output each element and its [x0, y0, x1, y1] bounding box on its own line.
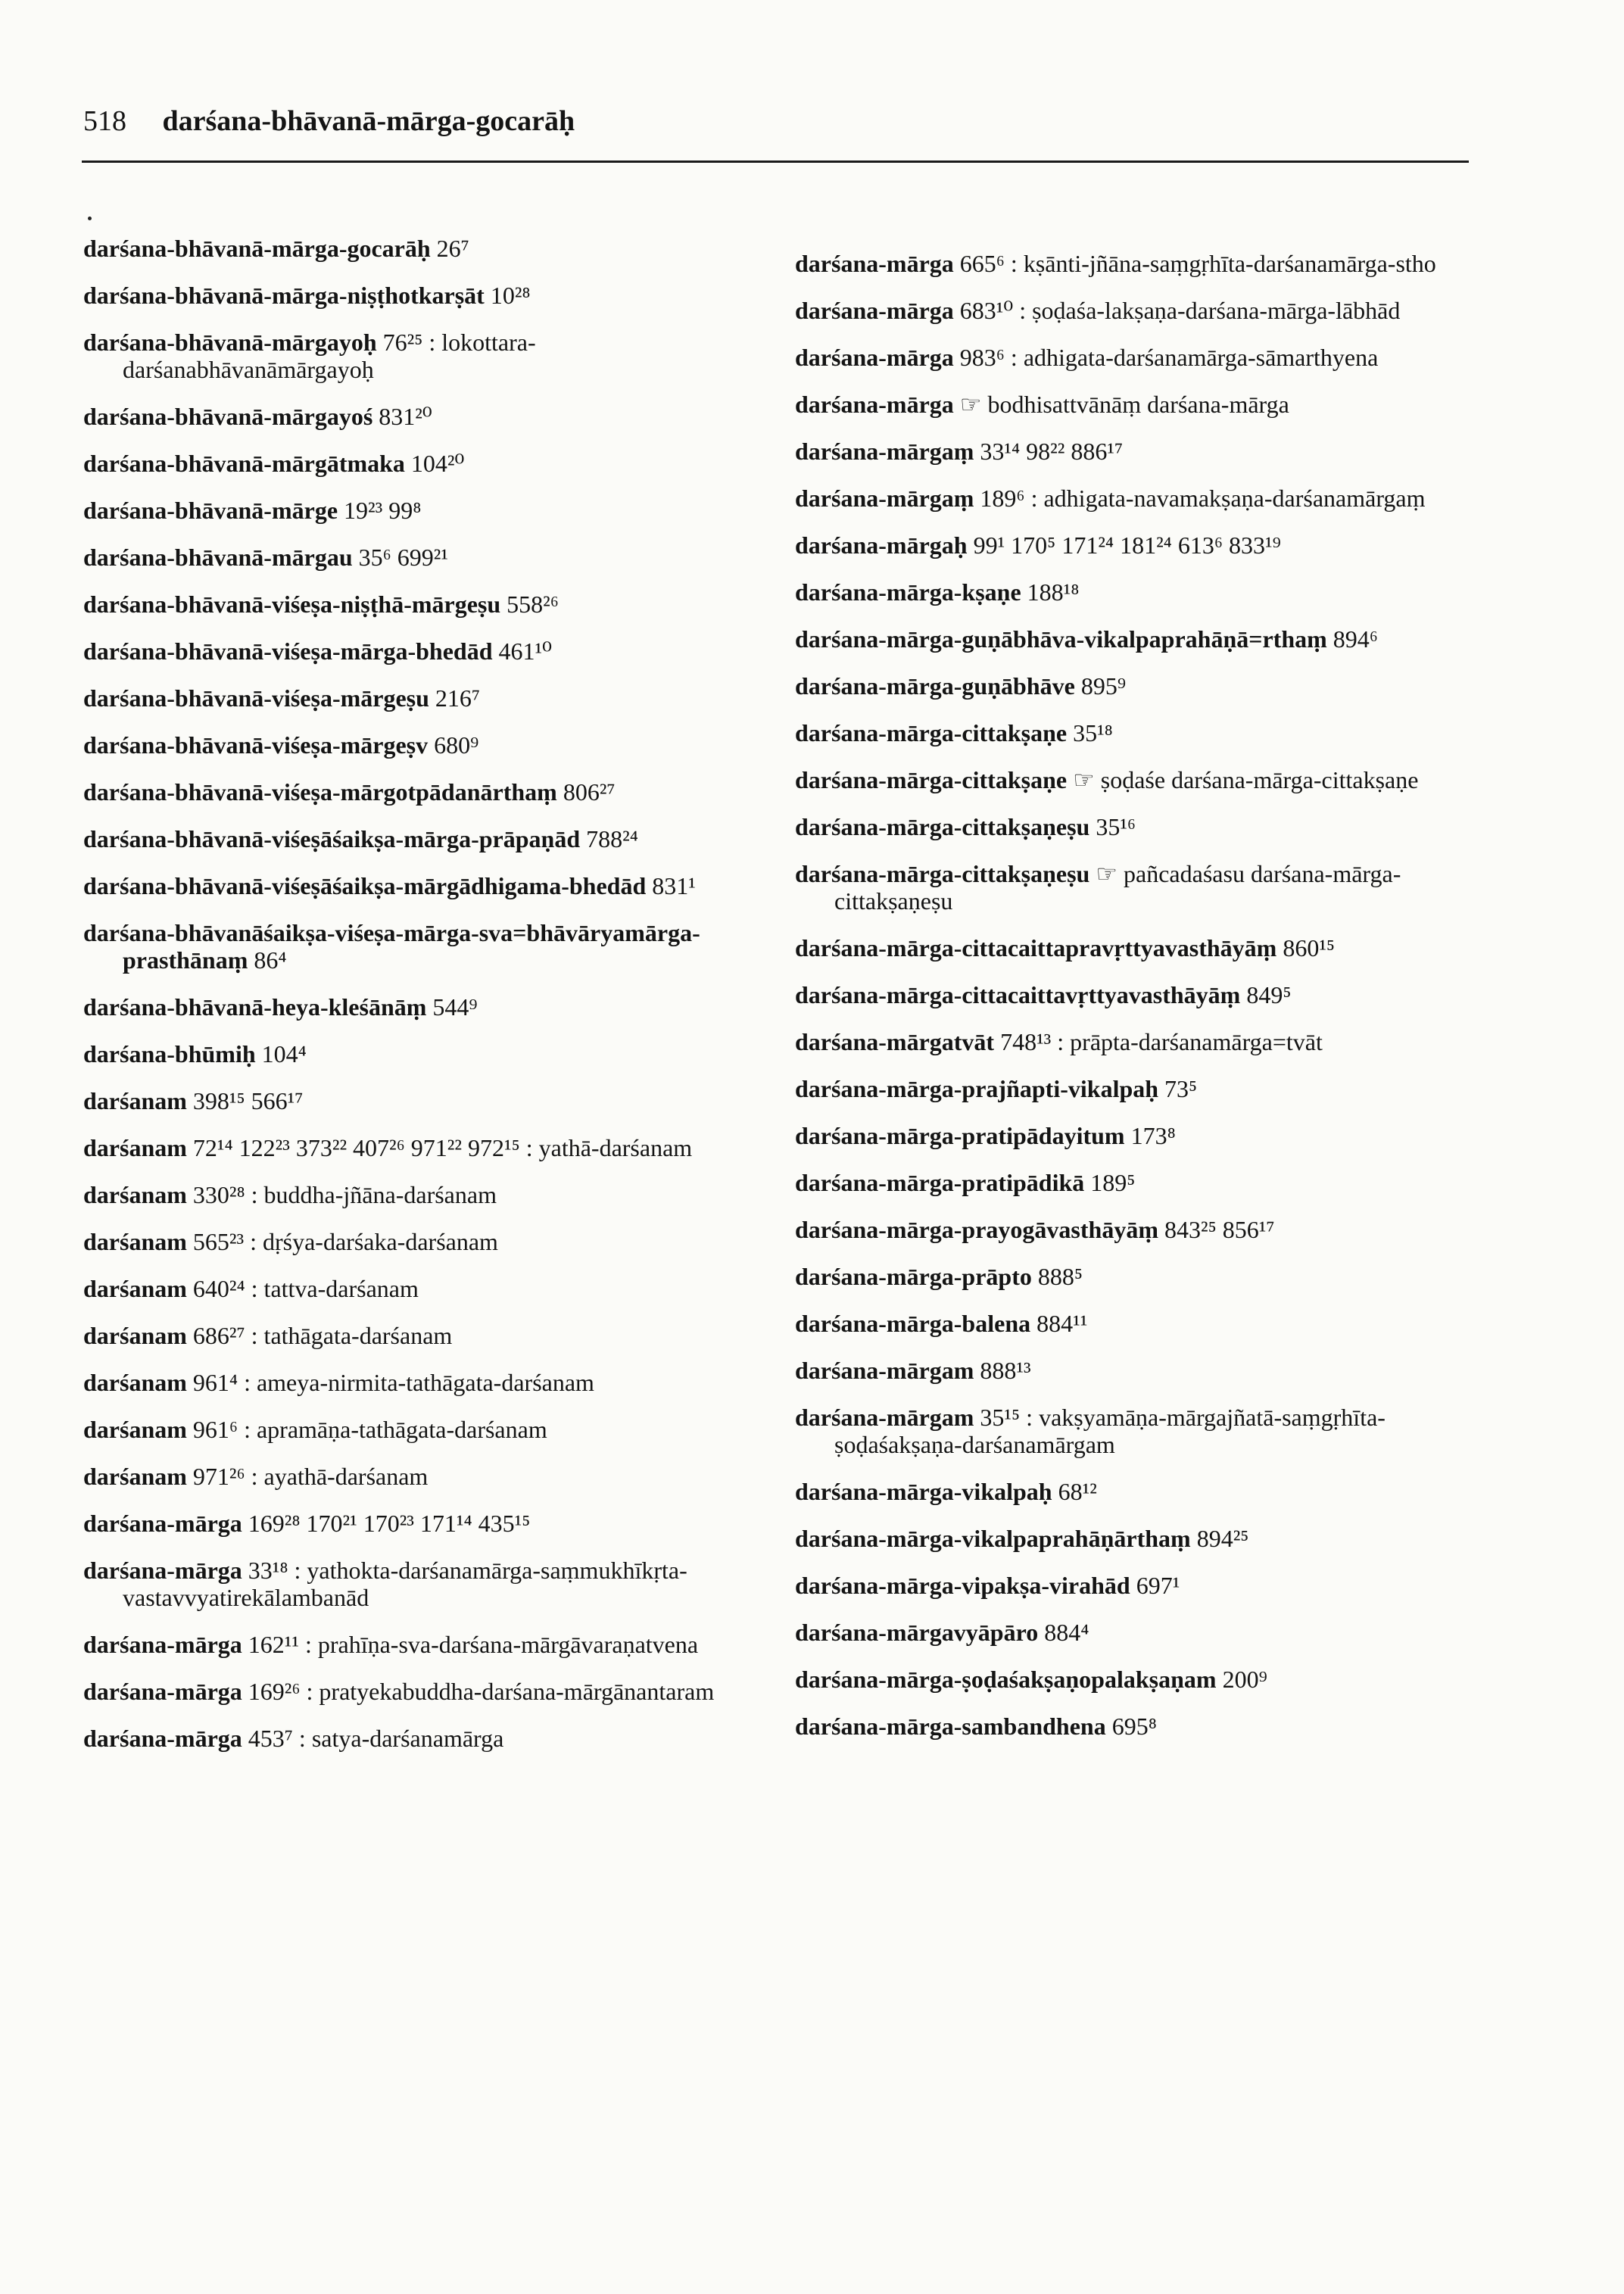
entry-headword: darśana-bhāvanā-heya-kleśānāṃ: [83, 993, 427, 1021]
index-entry: [83, 403, 765, 430]
entry-headword: darśana-mārga-guṇābhāva-vikalpaprahāṇā=rthaṃ: [795, 625, 1327, 653]
entry-gloss: : ayathā-darśanam: [251, 1463, 429, 1490]
entry-gloss: : satya-darśanamārga: [298, 1725, 504, 1752]
entry-references: 86⁴: [254, 946, 287, 974]
entry-references: 461¹⁰: [498, 637, 552, 665]
entry-references: 686²⁷: [192, 1322, 245, 1349]
entry-headword: darśana-mārgaṃ: [795, 438, 974, 465]
entry-headword: darśana-mārga: [83, 1631, 242, 1658]
entry-headword: darśana-bhāvanā-mārgayoḥ: [83, 329, 377, 356]
entry-references: 558²⁶: [507, 591, 559, 618]
index-entry: [83, 1181, 765, 1208]
index-entry: [83, 637, 765, 665]
entry-references: 188¹⁸: [1027, 578, 1080, 606]
index-entry: [83, 1322, 765, 1349]
entry-headword: darśana-mārga-balena: [795, 1310, 1031, 1337]
entry-references: 888⁵: [1037, 1263, 1083, 1290]
entry-references: 33¹⁴ 98²² 886¹⁷: [980, 438, 1124, 465]
entry-headword: darśana-mārga-vikalpaprahāṇārthaṃ: [795, 1525, 1191, 1552]
entry-references: 330²⁸: [192, 1181, 245, 1208]
index-entry: [83, 1087, 765, 1114]
index-entry: [795, 1619, 1476, 1646]
entry-headword: darśanam: [83, 1181, 187, 1208]
index-entry: [795, 1404, 1476, 1458]
entry-references: 216⁷: [435, 684, 481, 712]
entry-headword: darśana-mārga: [795, 344, 954, 371]
entry-gloss: : ṣoḍaśa-lakṣaṇa-darśana-mārga-lābhād: [1019, 297, 1401, 324]
entry-references: 73⁵: [1164, 1075, 1198, 1102]
running-header: [83, 104, 1476, 138]
entry-gloss: ☞ ṣoḍaśe darśana-mārga-cittakṣaṇe: [1073, 766, 1419, 793]
entry-gloss: : tathāgata-darśanam: [251, 1322, 453, 1349]
index-entry: [83, 872, 765, 899]
index-entry: [83, 993, 765, 1021]
entry-headword: darśana-mārga-pratipādikā: [795, 1169, 1085, 1196]
entry-references: 35¹⁸: [1073, 719, 1113, 746]
stray-mark: [88, 217, 92, 220]
index-entry: [83, 1631, 765, 1658]
index-entry: [795, 1263, 1476, 1290]
entry-gloss: ☞ pañcadaśasu darśana-mārga-cittakṣaṇeṣu: [834, 860, 1401, 915]
index-entry: [795, 1713, 1476, 1740]
entry-headword: darśanam: [83, 1322, 187, 1349]
entry-gloss: : prāpta-darśanamārga=tvāt: [1057, 1028, 1323, 1055]
entry-references: 565²³: [192, 1228, 245, 1255]
entry-gloss: : vakṣyamāṇa-mārgajñatā-saṃgṛhīta-ṣoḍaśakṣaṇa-darśanamārgam: [834, 1404, 1386, 1458]
entry-references: 680⁹: [434, 731, 479, 759]
index-entry: [83, 497, 765, 524]
entry-references: 544⁹: [432, 993, 478, 1021]
index-entry: [83, 544, 765, 571]
index-entry: [83, 1463, 765, 1490]
entry-references: 76²⁵: [382, 329, 423, 356]
index-entry: [795, 1122, 1476, 1149]
index-entry: [795, 297, 1476, 324]
entry-gloss: : apramāṇa-tathāgata-darśanam: [244, 1416, 547, 1443]
entry-headword: darśana-mārga: [83, 1725, 242, 1752]
entry-headword: darśana-bhāvanā-mārgayoś: [83, 403, 373, 430]
entry-references: 831²⁰: [379, 403, 432, 430]
entry-references: 35¹⁶: [1096, 813, 1136, 840]
index-entry: [795, 1478, 1476, 1505]
index-entry: [795, 625, 1476, 653]
entry-references: 19²³ 99⁸: [344, 497, 422, 524]
entry-headword: darśana-mārga-cittakṣaṇeṣu: [795, 860, 1090, 887]
entry-references: 169²⁸ 170²¹ 170²³ 171¹⁴ 435¹⁵: [248, 1510, 531, 1537]
index-entry: [83, 1678, 765, 1705]
entry-references: 173⁸: [1130, 1122, 1176, 1149]
entry-gloss: : ameya-nirmita-tathāgata-darśanam: [244, 1369, 594, 1396]
entry-references: 189⁵: [1090, 1169, 1136, 1196]
entry-headword: darśanam: [83, 1416, 187, 1443]
entry-references: 888¹³: [980, 1357, 1031, 1384]
index-entry: [795, 578, 1476, 606]
entry-gloss: : prahīṇa-sva-darśana-mārgāvaraṇatvena: [304, 1631, 699, 1658]
entry-gloss: : kṣānti-jñāna-saṃgṛhīta-darśanamārga-stho: [1010, 250, 1436, 277]
index-entry: [795, 1525, 1476, 1552]
page-number: 518: [83, 105, 126, 137]
index-entry: [83, 1228, 765, 1255]
entry-references: 169²⁶: [248, 1678, 301, 1705]
entry-references: 831¹: [652, 872, 696, 899]
index-entry: [795, 766, 1476, 793]
entry-references: 35¹⁵: [980, 1404, 1021, 1431]
entry-headword: darśana-bhāvanā-mārga-niṣṭhotkarṣāt: [83, 282, 485, 309]
entry-headword: darśana-mārga-cittakṣaṇe: [795, 719, 1068, 746]
index-entry: [795, 485, 1476, 512]
index-entry: [83, 1557, 765, 1611]
index-entry: [83, 1040, 765, 1068]
index-entry: [795, 438, 1476, 465]
index-column-left: [83, 235, 765, 1772]
entry-headword: darśana-bhāvanā-viśeṣāśaikṣa-mārgādhigama-bhedād: [83, 872, 647, 899]
entry-references: 961⁶: [192, 1416, 238, 1443]
entry-references: 68¹²: [1058, 1478, 1097, 1505]
entry-headword: darśanam: [83, 1275, 187, 1302]
entry-references: 200⁹: [1222, 1666, 1267, 1693]
entry-headword: darśana-mārgam: [795, 1357, 974, 1384]
index-entry: [83, 450, 765, 477]
entry-references: 10²⁸: [490, 282, 531, 309]
entry-headword: darśana-mārga-sambandhena: [795, 1713, 1106, 1740]
index-entry: [83, 825, 765, 852]
entry-references: 26⁷: [436, 235, 469, 262]
entry-headword: darśana-bhūmiḥ: [83, 1040, 256, 1068]
entry-references: 961⁴: [192, 1369, 238, 1396]
entry-references: 695⁸: [1111, 1713, 1157, 1740]
entry-references: 104⁴: [261, 1040, 307, 1068]
entry-headword: darśana-bhāvanā-mārga-gocarāḥ: [83, 235, 431, 262]
index-entry: [83, 282, 765, 309]
entry-headword: darśana-bhāvanā-mārgātmaka: [83, 450, 405, 477]
entry-headword: darśana-bhāvanā-viśeṣa-niṣṭhā-mārgeṣu: [83, 591, 501, 618]
entry-references: 971²⁶: [192, 1463, 245, 1490]
entry-headword: darśanam: [83, 1087, 187, 1114]
entry-headword: darśana-mārgatvāt: [795, 1028, 995, 1055]
entry-references: 748¹³: [1000, 1028, 1052, 1055]
entry-headword: darśana-mārga-ṣoḍaśakṣaṇopalakṣaṇam: [795, 1666, 1217, 1693]
index-entry: [795, 531, 1476, 559]
entry-headword: darśana-mārga-kṣaṇe: [795, 578, 1021, 606]
entry-gloss: ☞ bodhisattvānāṃ darśana-mārga: [959, 391, 1289, 418]
index-entry: [795, 1216, 1476, 1243]
entry-gloss: : pratyekabuddha-darśana-mārgānantaram: [306, 1678, 715, 1705]
entry-references: 884⁴: [1044, 1619, 1089, 1646]
entry-gloss: : yathā-darśanam: [525, 1134, 693, 1161]
entry-headword: darśana-mārga-cittakṣaṇeṣu: [795, 813, 1090, 840]
entry-headword: darśanam: [83, 1228, 187, 1255]
entry-headword: darśana-mārga-pratipādayitum: [795, 1122, 1125, 1149]
entry-references: 35⁶ 699²¹: [358, 544, 448, 571]
entry-headword: darśana-bhāvanā-mārge: [83, 497, 338, 524]
entry-headword: darśana-mārgam: [795, 1404, 974, 1431]
index-entry: [795, 813, 1476, 840]
index-entry: [83, 591, 765, 618]
entry-headword: darśana-bhāvanā-viśeṣa-mārga-bhedād: [83, 637, 493, 665]
entry-references: 806²⁷: [563, 778, 616, 806]
index-entry: [83, 1510, 765, 1537]
entry-headword: darśana-mārga-cittakṣaṇe: [795, 766, 1068, 793]
index-entry: [795, 1028, 1476, 1055]
index-entry: [83, 1134, 765, 1161]
index-entry: [795, 1075, 1476, 1102]
entry-gloss: : lokottara-darśanabhāvanāmārgayoḥ: [123, 329, 536, 383]
entry-headword: darśana-mārgavyāpāro: [795, 1619, 1039, 1646]
entry-references: 398¹⁵ 566¹⁷: [192, 1087, 304, 1114]
entry-headword: darśana-bhāvanāśaikṣa-viśeṣa-mārga-sva=bhāvāryamārga-prasthānaṃ: [83, 919, 700, 974]
entry-headword: darśana-bhāvanā-viśeṣa-mārgotpādanārthaṃ: [83, 778, 557, 806]
entry-references: 983⁶: [959, 344, 1005, 371]
entry-headword: darśana-mārga: [795, 250, 954, 277]
entry-gloss: : tattva-darśanam: [251, 1275, 419, 1302]
entry-headword: darśana-mārga: [795, 297, 954, 324]
entry-headword: darśana-mārga-prajñapti-vikalpaḥ: [795, 1075, 1159, 1102]
entry-headword: darśana-mārga-guṇābhāve: [795, 672, 1075, 700]
index-entry: [795, 250, 1476, 277]
index-entry: [83, 235, 765, 262]
entry-headword: darśana-bhāvanā-mārgau: [83, 544, 353, 571]
index-entry: [83, 1275, 765, 1302]
entry-references: 162¹¹: [248, 1631, 299, 1658]
entry-references: 640²⁴: [192, 1275, 245, 1302]
index-entry: [83, 329, 765, 383]
entry-references: 683¹⁰: [959, 297, 1014, 324]
entry-references: 843²⁵ 856¹⁷: [1164, 1216, 1275, 1243]
entry-references: 453⁷: [248, 1725, 293, 1752]
index-entry: [83, 1369, 765, 1396]
entry-references: 788²⁴: [586, 825, 638, 852]
index-entry: [795, 981, 1476, 1008]
index-entry: [795, 934, 1476, 962]
entry-headword: darśana-bhāvanā-viśeṣa-mārgeṣu: [83, 684, 429, 712]
entry-references: 665⁶: [959, 250, 1005, 277]
index-entry: [83, 778, 765, 806]
entry-headword: darśana-mārga: [83, 1678, 242, 1705]
entry-headword: darśanam: [83, 1369, 187, 1396]
entry-references: 895⁹: [1080, 672, 1126, 700]
index-entry: [83, 1725, 765, 1752]
entry-references: 189⁶: [980, 485, 1025, 512]
entry-references: 104²⁰: [410, 450, 465, 477]
entry-headword: darśana-mārga: [83, 1557, 242, 1584]
index-entry: [795, 344, 1476, 371]
index-entry: [83, 919, 765, 974]
entry-headword: darśana-mārgaḥ: [795, 531, 968, 559]
index-entry: [795, 391, 1476, 418]
index-entry: [795, 1310, 1476, 1337]
entry-gloss: : adhigata-navamakṣaṇa-darśanamārgaṃ: [1030, 485, 1426, 512]
entry-headword: darśanam: [83, 1134, 187, 1161]
entry-references: 860¹⁵: [1283, 934, 1336, 962]
entry-headword: darśana-mārga-vikalpaḥ: [795, 1478, 1052, 1505]
entry-headword: darśana-mārga: [795, 391, 954, 418]
index-entry: [795, 672, 1476, 700]
entry-headword: darśana-mārga: [83, 1510, 242, 1537]
index-entry: [795, 1357, 1476, 1384]
index-column-right: [795, 250, 1476, 1759]
entry-gloss: : adhigata-darśanamārga-sāmarthyena: [1010, 344, 1379, 371]
index-entry: [795, 719, 1476, 746]
entry-headword: darśana-mārga-cittacaittavṛttyavasthāyāṃ: [795, 981, 1241, 1008]
index-entry: [795, 1169, 1476, 1196]
entry-gloss: : dṛśya-darśaka-darśanam: [250, 1228, 498, 1255]
entry-headword: darśana-mārga-cittacaittapravṛttyavasthāyāṃ: [795, 934, 1277, 962]
index-entry: [795, 1666, 1476, 1693]
entry-references: 894²⁵: [1196, 1525, 1249, 1552]
entry-references: 99¹ 170⁵ 171²⁴ 181²⁴ 613⁶ 833¹⁹: [973, 531, 1281, 559]
entry-headword: darśana-mārgaṃ: [795, 485, 974, 512]
index-entry: [795, 860, 1476, 915]
index-entry: [83, 731, 765, 759]
entry-headword: darśana-bhāvanā-viśeṣa-mārgeṣv: [83, 731, 429, 759]
entry-references: 884¹¹: [1036, 1310, 1088, 1337]
entry-references: 894⁶: [1333, 625, 1378, 653]
index-entry: [83, 1416, 765, 1443]
entry-gloss: : buddha-jñāna-darśanam: [251, 1181, 497, 1208]
entry-references: 697¹: [1136, 1572, 1180, 1599]
entry-headword: darśana-bhāvanā-viśeṣāśaikṣa-mārga-prāpaṇād: [83, 825, 581, 852]
entry-headword: darśana-mārga-prayogāvasthāyāṃ: [795, 1216, 1158, 1243]
entry-headword: darśana-mārga-vipakṣa-virahād: [795, 1572, 1130, 1599]
entry-references: 33¹⁸: [248, 1557, 288, 1584]
entry-gloss: : yathokta-darśanamārga-saṃmukhīkṛta-vastavvyatirekālambanād: [123, 1557, 687, 1611]
index-entry: [795, 1572, 1476, 1599]
entry-references: 72¹⁴ 122²³ 373²² 407²⁶ 971²² 972¹⁵: [192, 1134, 520, 1161]
entry-references: 849⁵: [1246, 981, 1292, 1008]
entry-headword: darśana-mārga-prāpto: [795, 1263, 1032, 1290]
index-entry: [83, 684, 765, 712]
header-rule: [82, 161, 1469, 163]
running-title: darśana-bhāvanā-mārga-gocarāḥ: [162, 105, 575, 137]
entry-headword: darśanam: [83, 1463, 187, 1490]
